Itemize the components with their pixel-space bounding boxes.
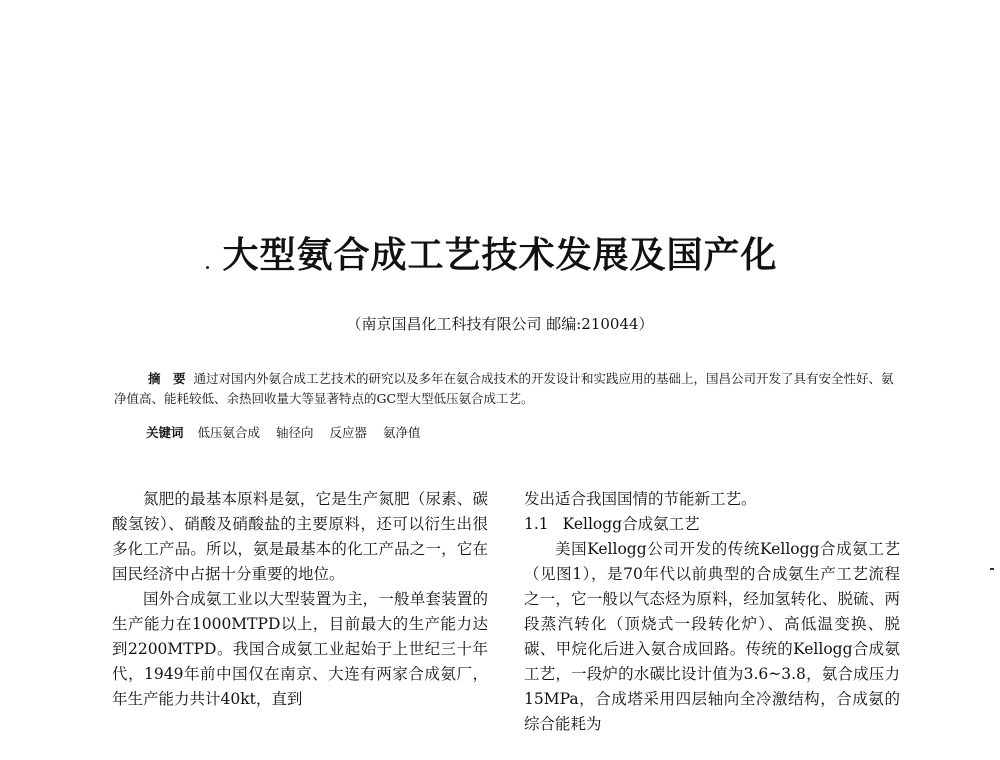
section-heading: [524, 512, 900, 537]
margin-mark: [990, 568, 994, 570]
body-paragraph: 氮肥的最基本原料是氨，它是生产氮肥（尿素、碳酸氢铵）、硝酸及硝酸盐的主要原料，还可以衍生出很多化工产品。所以，氨是最基本的化工产品之一，它在国民经济中占据十分重要的地位。: [112, 490, 488, 583]
section-title: Kellogg合成氨工艺: [562, 515, 700, 533]
body-column-left: [112, 487, 488, 712]
author-affiliation: （南京国昌化工科技有限公司 邮编:210044）: [346, 315, 654, 333]
keywords-block: [146, 423, 886, 443]
keyword-item: 低压氨合成: [197, 425, 261, 440]
abstract-text: 通过对国内外氨合成工艺技术的研究以及多年在氨合成技术的开发设计和实践应用的基础上，国昌公司开发了具有安全性好、氨净值高、能耗较低、余热回收量大等显著特点的GC型大型低压氨合成工艺。: [114, 371, 894, 406]
body-column-right: [524, 487, 900, 737]
keyword-item: 轴径向: [276, 425, 314, 440]
abstract-label: 摘 要: [148, 371, 186, 386]
paper-title: 大型氨合成工艺技术发展及国产化: [222, 235, 778, 276]
body-paragraph: 美国Kellogg公司开发的传统Kellogg合成氨工艺（见图1），是70年代以前典型的合成氨生产工艺流程之一，它一般以气态烃为原料，经加氢转化、脱硫、两段蒸汽转化（顶烧式一段转化炉）、高低温变换、脱碳、甲烷化后进入氨合成回路。传统的Kellogg合成氨工艺，一段炉的水碳比设计值为3.6~3.8，氨合成压力15MPa，合成塔采用四层轴向全冷激结构，合成氨的综合能耗为: [524, 540, 900, 733]
body-paragraph-continued: 发出适合我国国情的节能新工艺。: [524, 490, 757, 508]
abstract-block: [114, 369, 894, 409]
body-paragraph: 国外合成氨工业以大型装置为主，一般单套装置的生产能力在1000MTPD以上，目前最大的生产能力达到2200MTPD。我国合成氨工业起始于上世纪三十年代，1949年前中国仅在南京、大连有两家合成氨厂，年生产能力共计40kt，直到: [112, 590, 488, 708]
abstract-paragraph: [114, 369, 894, 409]
keywords-label: 关键词: [146, 425, 184, 440]
section-number: 1.1: [524, 515, 549, 533]
keyword-item: 反应器: [329, 425, 368, 440]
keyword-item: 氨净值: [383, 425, 421, 440]
